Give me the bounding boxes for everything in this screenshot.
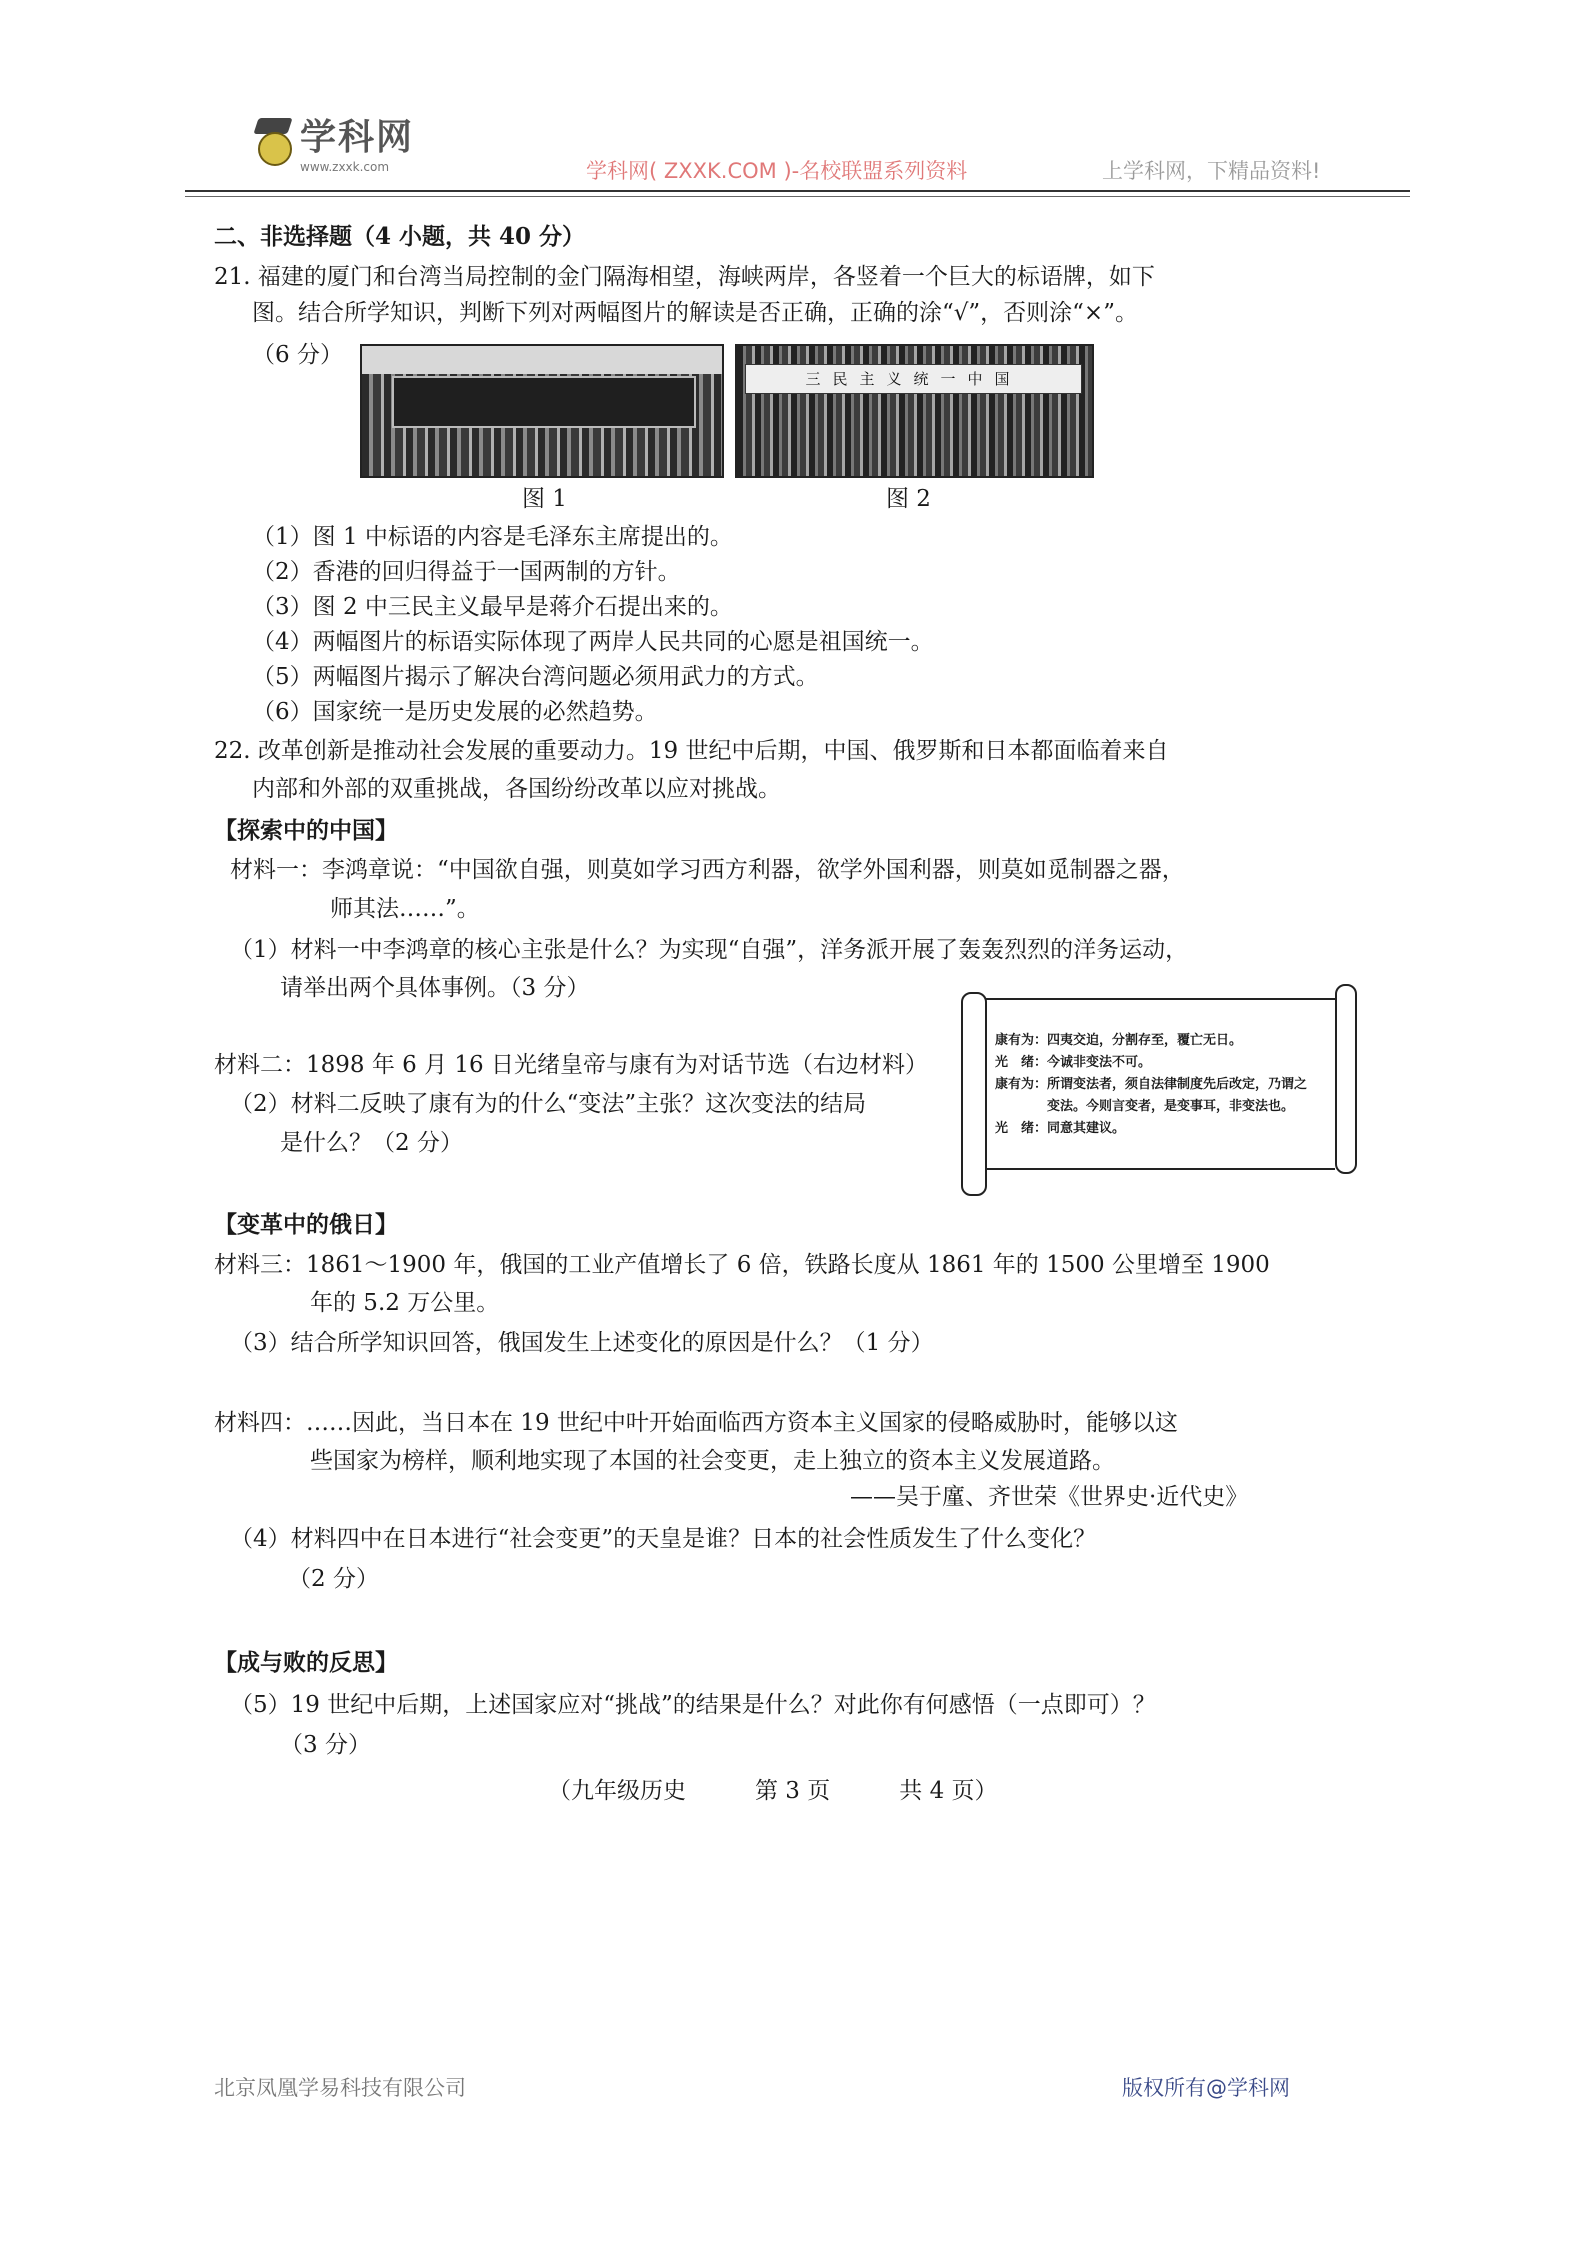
sub-question-5-line2: （3 分） <box>280 1732 371 1758</box>
scroll-line: 康有为：四夷交迫，分割存至，覆亡无日。 <box>995 1033 1243 1048</box>
sub-question-2-line2: 是什么？（2 分） <box>280 1130 463 1156</box>
material-1-line2: 师其法……”。 <box>330 896 480 922</box>
scroll-line: 变法。今则言变者，是变事耳，非变法也。 <box>995 1099 1295 1114</box>
sub-question-4-line2: （2 分） <box>288 1566 379 1592</box>
figure-1-image <box>360 344 724 478</box>
header-rule-secondary <box>185 196 1410 197</box>
heading-china: 【探索中的中国】 <box>214 817 398 844</box>
material-4-line1: 材料四：……因此，当日本在 19 世纪中叶开始面临西方资本主义国家的侵略威胁时，能够以这 <box>214 1410 1178 1436</box>
scroll-roll-right <box>1335 984 1357 1174</box>
footer-company: 北京凤凰学易科技有限公司 <box>214 2076 466 2100</box>
section-title: 二、非选择题（4 小题，共 40 分） <box>214 223 586 250</box>
material-3-line1: 材料三：1861～1900 年，俄国的工业产值增长了 6 倍，铁路长度从 1861 年的 1500 公里增至 1900 <box>214 1252 1270 1278</box>
sub-question-1-line1: （1）材料一中李鸿章的核心主张是什么？为实现“自强”，洋务派开展了轰轰烈烈的洋务运动， <box>230 937 1189 963</box>
q21-item: （2）香港的回归得益于一国两制的方针。 <box>252 559 681 585</box>
sub-question-2-line1: （2）材料二反映了康有为的什么“变法”主张？这次变法的结局 <box>230 1091 867 1117</box>
figure-2-caption: 图 2 <box>886 486 931 512</box>
page-number-footer: （九年级历史 第 3 页 共 4 页） <box>548 1778 998 1804</box>
scroll-line: 光 绪：同意其建议。 <box>995 1121 1126 1136</box>
q22-line2: 内部和外部的双重挑战，各国纷纷改革以应对挑战。 <box>252 776 781 802</box>
figure-2-banner: 三民主义统一中国 <box>745 364 1082 394</box>
q21-line1: 21. 福建的厦门和台湾当局控制的金门隔海相望，海峡两岸，各竖着一个巨大的标语牌，如下 <box>214 264 1155 290</box>
q21-item: （5）两幅图片揭示了解决台湾问题必须用武力的方式。 <box>252 664 819 690</box>
figure-1-caption: 图 1 <box>522 486 567 512</box>
q22-line1: 22. 改革创新是推动社会发展的重要动力。19 世纪中后期，中国、俄罗斯和日本都面临着来自 <box>214 738 1169 764</box>
heading-reflection: 【成与败的反思】 <box>214 1649 398 1676</box>
material-4-source: ——吴于廑、齐世荣《世界史·近代史》 <box>850 1484 1249 1510</box>
figure-2-image <box>735 344 1094 478</box>
header-right-text: 上学科网，下精品资料! <box>1102 159 1321 183</box>
heading-russia-japan: 【变革中的俄日】 <box>214 1211 398 1238</box>
header-center-text: 学科网( ZXXK.COM )-名校联盟系列资料 <box>586 159 968 183</box>
scroll-line: 光 绪：今诚非变法不可。 <box>995 1055 1152 1070</box>
q21-item: （6）国家统一是历史发展的必然趋势。 <box>252 699 658 725</box>
sub-question-4-line1: （4）材料四中在日本进行“社会变更”的天皇是谁？日本的社会性质发生了什么变化？ <box>230 1526 1097 1552</box>
scroll-line: 康有为：所谓变法者，须自法律制度先后改定，乃谓之 <box>995 1077 1308 1092</box>
header-rule <box>185 190 1410 192</box>
site-logo <box>250 118 414 176</box>
logo-url: www.zxxk.com <box>300 160 390 174</box>
dialogue-scroll <box>955 984 1357 1196</box>
scroll-roll-left <box>961 992 987 1196</box>
q21-item: （4）两幅图片的标语实际体现了两岸人民共同的心愿是祖国统一。 <box>252 629 934 655</box>
material-3-line2: 年的 5.2 万公里。 <box>310 1290 500 1316</box>
q21-score: （6 分） <box>252 342 343 368</box>
material-4-line2: 些国家为榜样，顺利地实现了本国的社会变更，走上独立的资本主义发展道路。 <box>310 1448 1115 1474</box>
material-1-line1: 材料一：李鸿章说：“中国欲自强，则莫如学习西方利器，欲学外国利器，则莫如觅制器之器， <box>230 857 1185 883</box>
sub-question-3: （3）结合所学知识回答，俄国发生上述变化的原因是什么？（1 分） <box>230 1330 934 1356</box>
material-2: 材料二：1898 年 6 月 16 日光绪皇帝与康有为对话节选（右边材料） <box>214 1052 928 1078</box>
q21-line2: 图。结合所学知识，判断下列对两幅图片的解读是否正确，正确的涂“√”，否则涂“×”。 <box>252 300 1138 326</box>
sub-question-1-line2: 请举出两个具体事例。（3 分） <box>280 975 590 1001</box>
sub-question-5-line1: （5）19 世纪中后期，上述国家应对“挑战”的结果是什么？对此你有何感悟（一点即可）？ <box>230 1692 1156 1718</box>
q21-item: （1）图 1 中标语的内容是毛泽东主席提出的。 <box>252 524 733 550</box>
logo-text: 学科网 <box>300 117 415 158</box>
footer-copyright: 版权所有@学科网 <box>1122 2076 1290 2100</box>
q21-item: （3）图 2 中三民主义最早是蒋介石提出来的。 <box>252 594 733 620</box>
mascot-icon <box>250 118 294 176</box>
